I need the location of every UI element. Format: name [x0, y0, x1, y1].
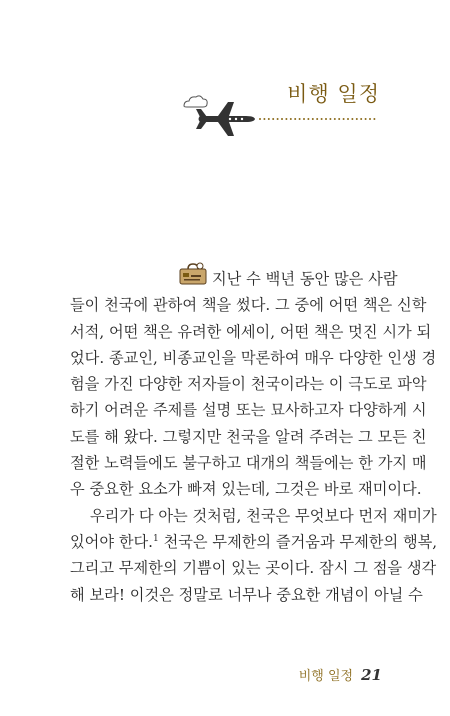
chapter-title: 비행 일정 — [287, 82, 380, 106]
dot — [299, 118, 301, 120]
dot — [334, 118, 336, 120]
footer-chapter-title: 비행 일정 — [298, 669, 354, 684]
footnote-mark: 1 — [153, 533, 159, 544]
dot — [343, 118, 345, 120]
dot — [360, 118, 362, 120]
dot — [290, 118, 292, 120]
text-line-4: 었다. 종교인, 비종교인을 막론하여 매우 다양한 인생 경 — [70, 348, 437, 367]
dot — [312, 118, 314, 120]
dot — [303, 118, 305, 120]
text-line-9: 우 중요한 요소가 빠져 있는데, 그것은 바로 재미이다. — [70, 480, 422, 499]
text-line-5: 험을 가진 다양한 저자들이 천국이라는 이 극도로 파악 — [70, 375, 427, 394]
dot — [316, 118, 318, 120]
dot — [351, 118, 353, 120]
dot — [281, 118, 283, 120]
dot — [268, 118, 270, 120]
text-line-1 — [70, 266, 398, 292]
dot — [277, 118, 279, 120]
dot — [373, 118, 375, 120]
line-text: 천국은 무제한의 즐거움과 무제한의 행복, — [163, 532, 438, 551]
cloud-icon — [184, 96, 207, 107]
dotted-line — [259, 118, 375, 120]
dot — [263, 118, 265, 120]
dot — [285, 118, 287, 120]
text-line-10: 우리가 다 아는 것처럼, 천국은 무엇보다 먼저 재미가 — [90, 506, 437, 525]
text-line-2: 들이 천국에 관하여 책을 썼다. 그 중에 어떤 책은 신학 — [70, 296, 427, 315]
dot — [347, 118, 349, 120]
text-line-12: 그리고 무제한의 기쁨이 있는 곳이다. 잠시 그 점을 생각 — [70, 559, 437, 578]
page-number: 21 — [361, 666, 382, 684]
dot — [307, 118, 309, 120]
dot — [329, 118, 331, 120]
suitcase-icon — [178, 262, 208, 294]
text-line-6: 하기 어려운 주제를 설명 또는 묘사하고자 다양하게 시 — [70, 401, 427, 420]
dot — [259, 118, 261, 120]
line-text: 있어야 한다. — [70, 532, 154, 551]
chapter-header — [180, 72, 380, 132]
dot — [272, 118, 274, 120]
dot — [338, 118, 340, 120]
dot — [356, 118, 358, 120]
text-line-13: 해 보라! 이것은 정말로 너무나 중요한 개념이 아닐 수 — [70, 585, 423, 604]
text-line-8: 절한 노력들에도 불구하고 대개의 책들에는 한 가지 매 — [70, 454, 427, 473]
text-line-3: 서적, 어떤 책은 유려한 에세이, 어떤 책은 멋진 시가 되 — [70, 322, 432, 341]
text-line-7: 도를 해 왔다. 그렇지만 천국을 알려 주려는 그 모든 친 — [70, 427, 427, 446]
body-text — [70, 266, 438, 608]
dot — [325, 118, 327, 120]
dot — [365, 118, 367, 120]
dot — [369, 118, 371, 120]
dot — [294, 118, 296, 120]
page-footer — [299, 665, 382, 684]
line-text: 지난 수 백년 동안 많은 사람 — [212, 270, 398, 288]
plane-dotted-line-graphic — [180, 86, 380, 132]
dot — [321, 118, 323, 120]
text-line-11 — [70, 529, 438, 555]
